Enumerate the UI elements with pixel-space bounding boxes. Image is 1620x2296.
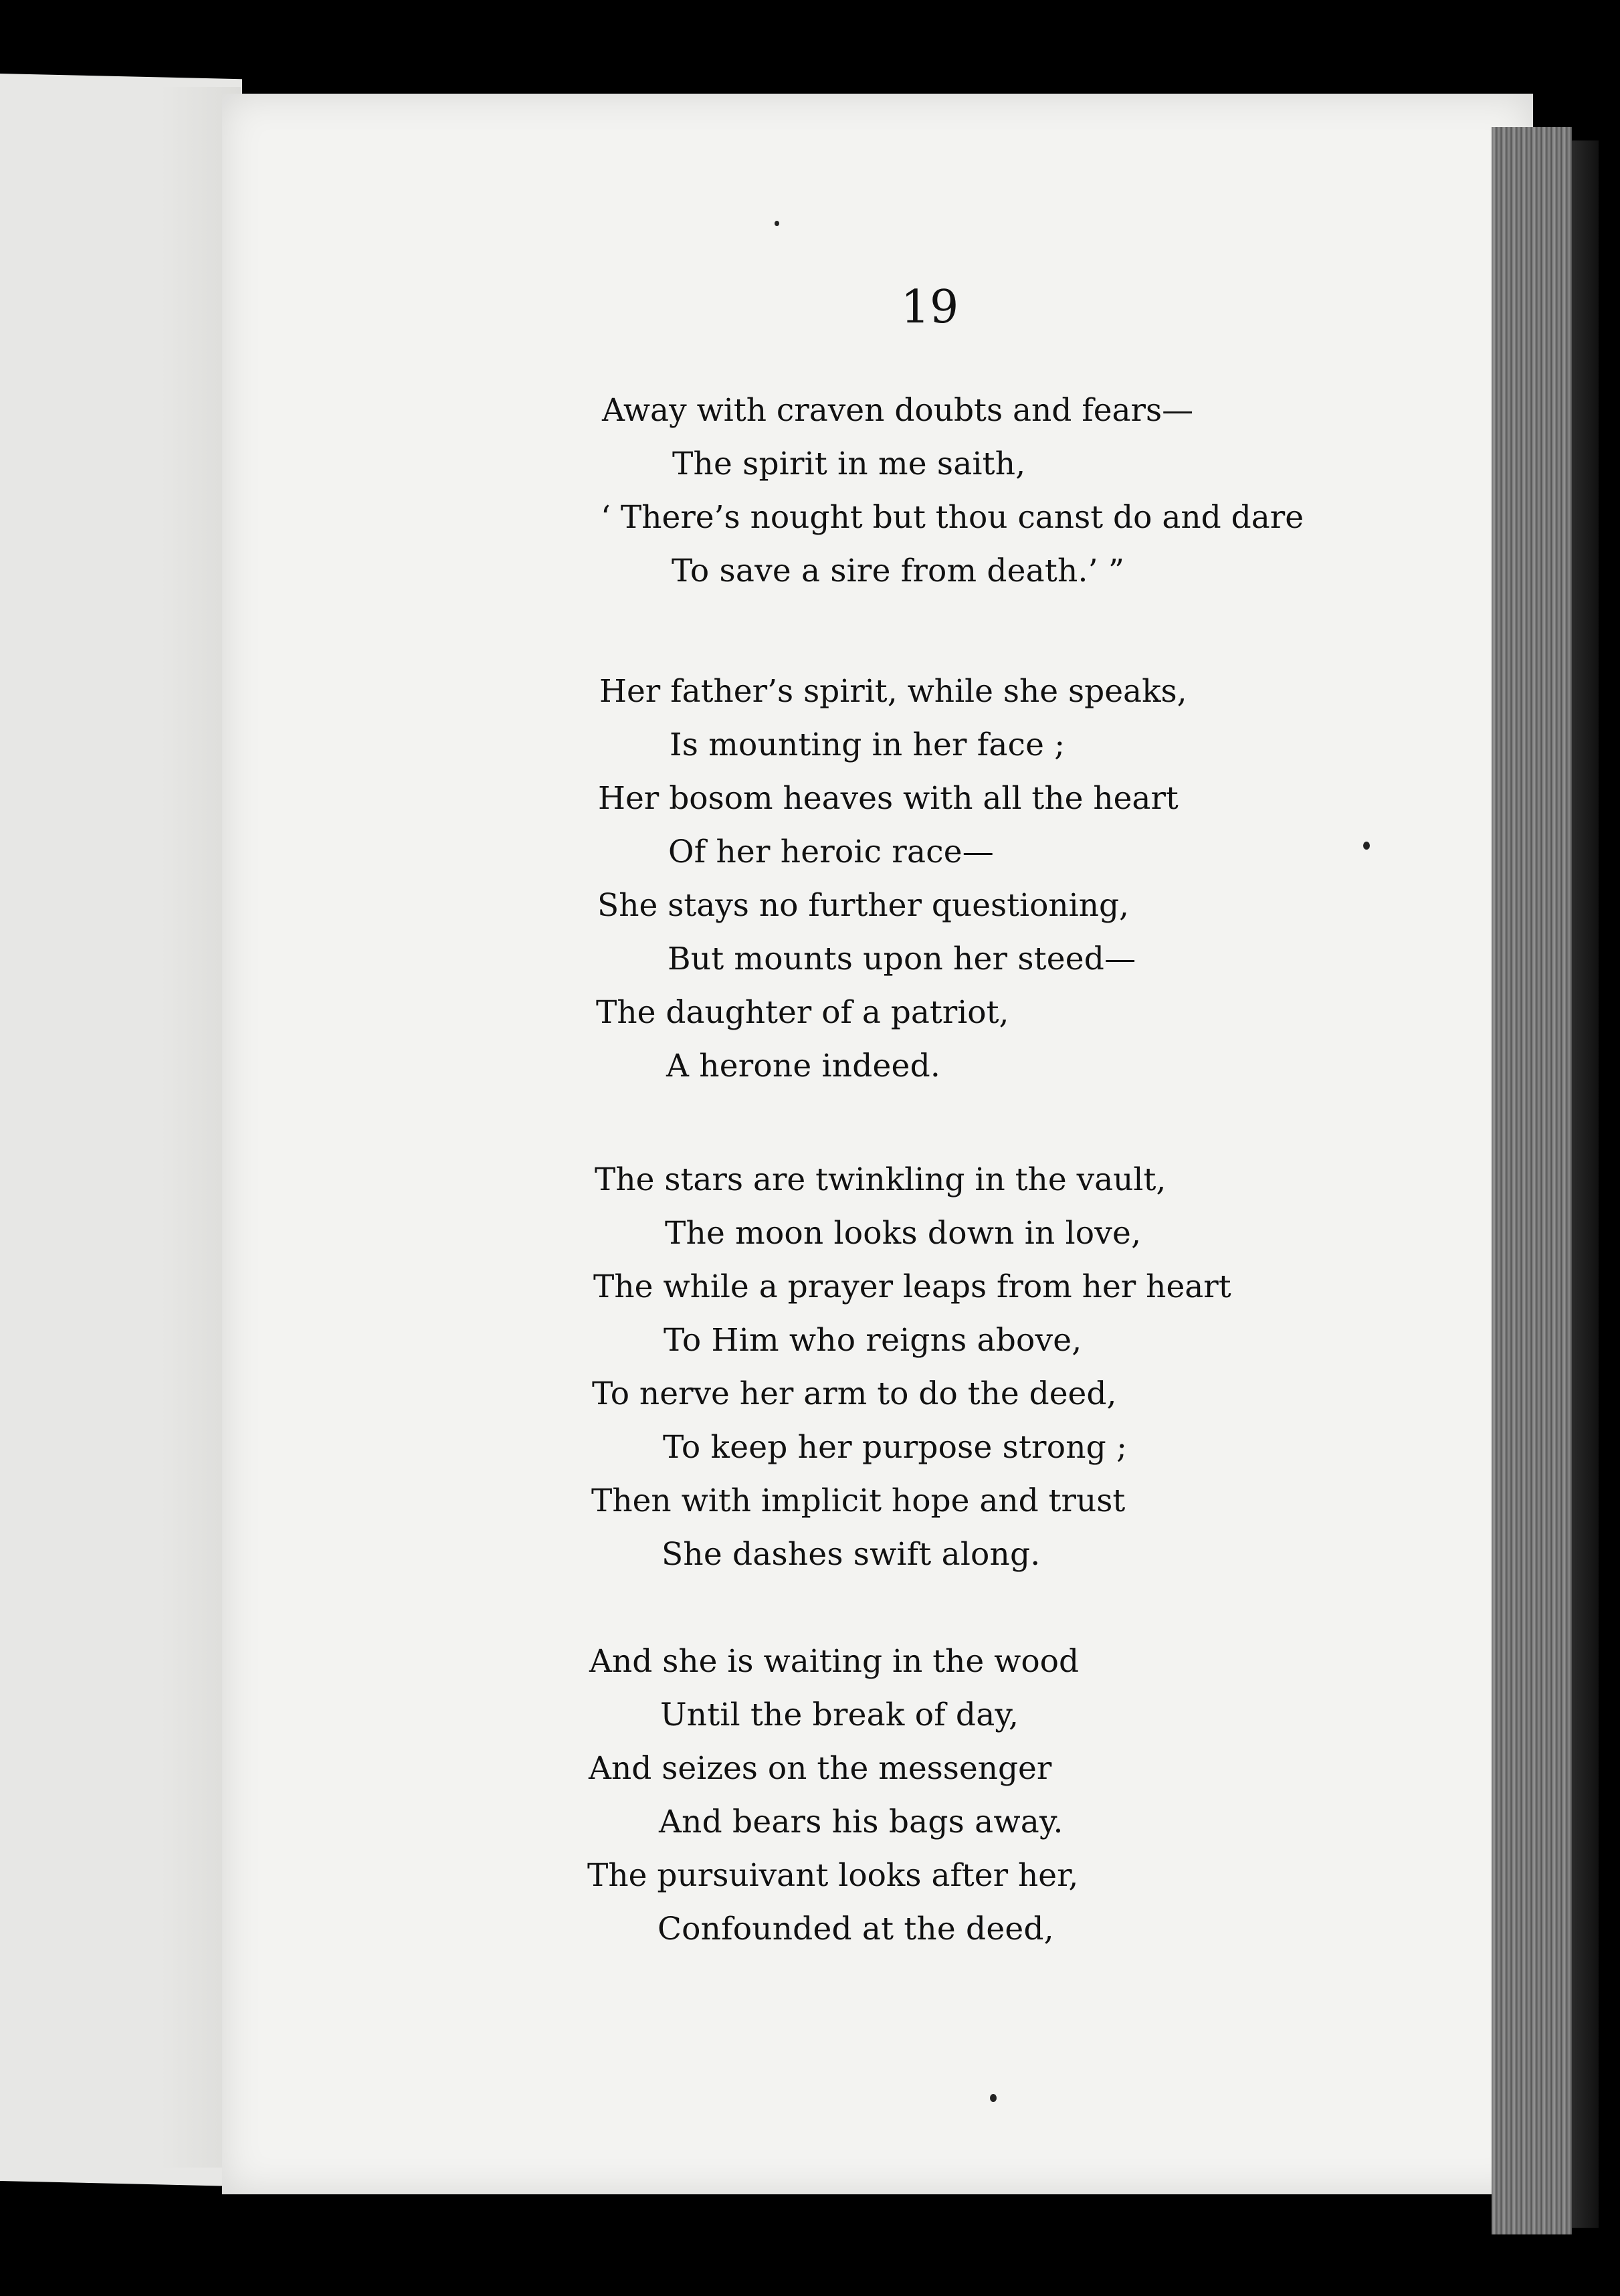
ink-speck — [990, 2094, 997, 2102]
poem-line: To Him who reigns above, — [664, 1322, 1082, 1359]
poem-line: The moon looks down in love, — [665, 1215, 1142, 1252]
page-number: 19 — [900, 281, 959, 334]
poem-line: She stays no further questioning, — [597, 887, 1129, 924]
poem-line: To keep her purpose strong ; — [663, 1429, 1128, 1466]
poem-line: A herone indeed. — [666, 1048, 940, 1084]
poem-line: Is mounting in her face ; — [670, 727, 1066, 763]
poem-line: Her father’s spirit, while she speaks, — [599, 673, 1187, 710]
ink-speck — [775, 221, 779, 226]
poem-line: The stars are twinkling in the vault, — [595, 1161, 1167, 1198]
poem-line: And she is waiting in the wood — [589, 1643, 1080, 1680]
poem-line: The while a prayer leaps from her heart — [593, 1268, 1231, 1305]
book-cover-edge — [1572, 140, 1599, 2228]
poem-line: And seizes on the messenger — [589, 1750, 1052, 1787]
poem-line: The spirit in me saith, — [672, 446, 1026, 482]
poem-line: Of her heroic race— — [668, 834, 994, 870]
poem-line: The pursuivant looks after her, — [587, 1857, 1079, 1894]
poem-line: She dashes swift along. — [662, 1536, 1041, 1573]
ink-speck — [1363, 842, 1370, 850]
poem-line: Her bosom heaves with all the heart — [598, 780, 1179, 817]
page-stack-edges — [1492, 127, 1572, 2234]
poem-line: To save a sire from death.’ ” — [672, 553, 1125, 589]
poem-line: Until the break of day, — [660, 1697, 1019, 1733]
poem-line: The daughter of a patriot, — [596, 994, 1009, 1031]
poem-line: To nerve her arm to do the deed, — [592, 1375, 1117, 1412]
poem-line: And bears his bags away. — [659, 1804, 1064, 1840]
poem-line: Confounded at the deed, — [657, 1911, 1054, 1947]
poem-line: ‘ There’s nought but thou canst do and dare — [601, 499, 1304, 536]
poem-line: But mounts upon her steed— — [668, 941, 1136, 977]
poem-line: Then with implicit hope and trust — [591, 1482, 1126, 1519]
poem-line: Away with craven doubts and fears— — [602, 392, 1194, 429]
